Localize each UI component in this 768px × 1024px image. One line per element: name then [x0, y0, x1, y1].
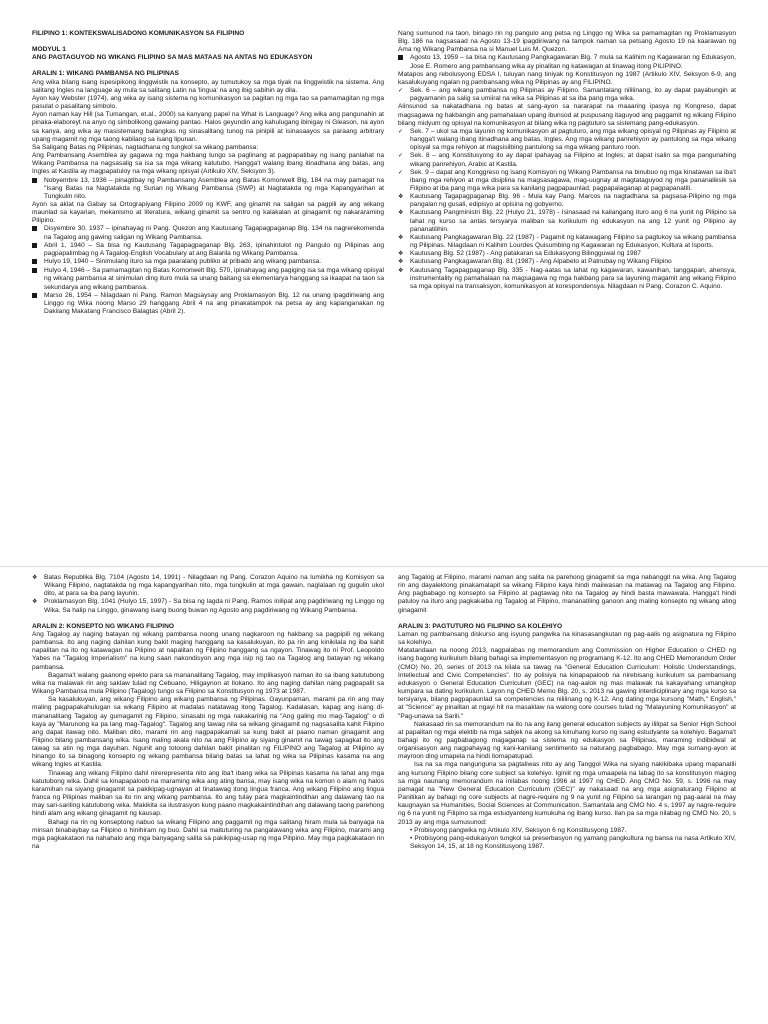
- list-item: [398, 87, 736, 103]
- list-item: [32, 292, 384, 316]
- checkmark-icon: ✓: [398, 153, 404, 160]
- list-item-text: Kautusang Blg. 52 (1987) - Ang patakaran sa Edukasyong Bilingguwal ng 1987: [410, 250, 641, 258]
- spacer: [32, 38, 384, 46]
- paragraph: Bahagi na rin ng konseptong nabuo sa wikang Filipino ang paggamit ng mga salitang hiram mula sa banyaga na minsan binabaybay sa Filipino o hinihiram ng buo. Dahil sa maituturing na pangalawang wika ang Filipino, marami ang mga pagkakataon na nahahalo ang mga banyagang salita sa pakikipag-usap ng mga Pilipino. May mga pagkakataon rin na: [32, 818, 384, 850]
- section-heading: ARALIN 1: WIKANG PAMBANSA NG PILIPINAS: [32, 70, 179, 78]
- list-item-text: Hulyo 19, 1940 – Sinimulang ituro sa mga paaralang publiko at pribado ang wikang pambansa.: [44, 258, 322, 266]
- list-item-text: Proklamasyon Blg. 1041 (Hulyo 15, 1997) - Sa bisa ng lagda ni Pang. Ramos inilipat ang pagdiriwang ng Linggo ng Wika. Sa halip na Linggo, ginawang isang buong buwan ng Agosto ang pagdiriwang ng Wikang Pambansa.: [44, 598, 384, 614]
- list-item-text: Kautusang Pangkagawaran Blg. 22 (1987) - Pagamit ng katawagang Filipino sa pagtukoy sa wikang pambansa ng Pilipinas. Nilagdaan ni Kalihim Lourdes Quisumbing ng Kagawaran ng Edukasyon, Kultura at Isports.: [410, 233, 736, 250]
- list-item-text: Marso 26, 1954 – Nilagdaan ni Pang. Ramon Magsaysay ang Proklamasyon Blg. 12 na unang ipagdiriwang ang Linggo ng Wika noong Marso 29 hanggang Abril 4 na ang pinakatampok na petsa ay ang kapanganakan ng Dakilang Makatang Francisco Balagtas (Abril 2).: [44, 291, 384, 315]
- diamond-bullet-icon: ❖: [32, 599, 38, 606]
- paragraph: ang Tagalog at Filipino, marami naman ang salita na parehong ginagamit sa mga nabanggit na wika. Ang Tagalog rin ang dayalektong pinakamalapit sa wikang Filipino kaya hindi maiiwasan na matawag na Tagalog ang Filipino. Ang pagbabago ng konsepto sa Filipino at pagtawag nito na Tagalog ay hindi basta mawawala. Hangga't hindi patuloy na ituro ang pagkakaiba ng Tagalog at Filipino, mananatiling ganoon ang maling konsepto ng wikang ating ginagamit: [398, 574, 736, 614]
- list-item: [398, 209, 736, 233]
- spacer: [32, 615, 384, 623]
- list-item: [398, 169, 736, 193]
- section-heading: MODYUL 1: [32, 46, 66, 54]
- spacer: [32, 62, 384, 70]
- paragraph: Ang Pambansang Asemblea ay gagawa ng mga hakbang tungo sa paglinang at pagpapatibay ng isang panlahat na Wikang Pambansa na nagsasalig sa isa sa mga wikang katutubo. Hangga't walang ibang itinadhana ang batas, ang Ingles at Kastila ay magpapatuloy na mga wikang opisyal (Artikulo XIV, Seksyon 3).: [32, 152, 384, 176]
- list-item-text: Hulyo 4, 1946 – Sa pamamagitan ng Batas Komonwelt Blg. 570, ipinahayag ang pagiging isa sa mga wikang opisyal ng wikang pambansa at sinimulan ding ituro mula sa unang baitang sa elementarya hanggang sa ikaapat na taon sa sekundarya ang wikang pambansa.: [44, 267, 384, 291]
- list-item-text: Kautusang Pangkagawaran Blg. 81 (1987) - Ang Alpabeto at Patnubay ng Wikang Filipino: [410, 258, 672, 266]
- list-item-text: Abril 1, 1940 – Sa bisa ng Kautusang Tagapagpaganap Blg. 263, ipinahintulot ng Pangulo ng Pilipinas ang pagpapalimbag ng A Tagalog-English Vocabulary at ang Balarila ng Wikang Pambansa.: [44, 241, 384, 257]
- list-item: [32, 267, 384, 291]
- list-item: [32, 242, 384, 258]
- spacer: [398, 615, 736, 623]
- list-item: • Probisyong pang-edukasyon tungkol sa preserbasyon ng yamang pangkultura ng bansa na nasa Artikulo XIV, Seksyon 14, 15, at 18 ng Konstitusyong 1987.: [410, 834, 736, 850]
- column-left-top: [32, 30, 384, 316]
- square-bullet-icon: [32, 225, 44, 234]
- diamond-bullet-icon: ❖: [398, 267, 404, 274]
- list-item: [32, 225, 384, 241]
- section-heading: ARALIN 2: KONSEPTO NG WIKANG FILIPINO: [32, 622, 175, 630]
- diamond-bullet-icon: ❖: [398, 259, 404, 266]
- square-bullet-icon: [32, 292, 44, 301]
- checkmark-icon: ✓: [398, 88, 404, 95]
- square-bullet-icon: [32, 258, 44, 267]
- list-item: [398, 152, 736, 168]
- square-bullet-icon: [32, 177, 44, 186]
- page-divider: [0, 566, 768, 567]
- list-item-text: Kautusang Tagapagpaganap Blg. 96 - Mula kay Pang. Marcos na nagtadhana sa pagsasa-Pilipino ng mga pangalan ng gusali, edipisyo at opisina ng gobyerno.: [410, 193, 736, 209]
- section-heading: FILIPINO 1: KONTEKSWALISADONG KOMUNIKASYON SA FILIPINO: [32, 30, 245, 37]
- list-item-text: Batas Republika Blg. 7104 (Agosto 14, 1991) - Nilagdaan ng Pang. Corazon Aquino na lumikha ng Komisyon sa Wikang Filipino, nagtatakda ng mga kapangyarihan nito, mga tungkulin at mga gawain, naglalaan ng gugulin ukol dito, at para sa iba pang layunin.: [44, 574, 384, 598]
- paragraph: Sa kasalukuyan, ang wikang Filipino ang wikang pambansa ng Pilipinas. Gayunpaman, marami pa rin ang may maling pagpapakahulugan sa wikang Filipino at madalas natatawag itong Tagalog. Kadalasan, kapag ang isang di-mananalitang Tagalog ay gumagamit ng Filipino, sinasabi ng mga nakakarinig na "Ang galing mo mag-Tagalog" o di kaya ay "Marunong ka pa lang mag-Tagalog". Tagalog ang tawag nila sa wikang ginagamit ng nagsasalita kahit Filipino ang dapat itawag nito. Maliban dito, marami rin ang nagpapakamali sa kung bakit at paano naman ginagamit ang Filipino bilang pambansang wika. Isang maling akala nito na ang Filipino ay siyang ginamit na tawag sapagkat ito ang tawag sa atin ng mga dayuhan. Ngunit ang totoong dahilan bakit pinalitan ng FILIPINO ang Tagalog at Pilipino ay hinango ito sa binagong konsepto ng wikang pambansa bilang batas sa lahat ng wika sa Pilipinas kasama na ang wikang Ingles at Kastila.: [32, 696, 384, 769]
- list-item: [32, 258, 384, 267]
- paragraph: Nakasaad rin sa memorandum na ito na ang ilang general education subjects ay ililipat sa Senior High School at papalitan ng mga elektib na mga sabjek na akong sa kinuhang kurso ng isang estudyante sa kolehiyo. Bagama't bahagi ito ng pagbabagong magaganap sa sistema ng edukasyon sa Pilipinas, maraming indibidwal at organisasyon ang nagpahayag ng kani-kanilang sentimento sa naturang pagbabago. May mga sumang-ayon at mayroon ding umapela na hindi itomapatupad.: [398, 720, 736, 761]
- paragraph: Nang sumunod na taon, binago rin ng pangulo ang petsa ng Linggo ng Wika sa pamamagitan ng Proklamasyon Blg. 186 na nagsasaad na Agosto 13-19 ipagdiriwang na tampok naman sa petsang Agosto 19 na kaarawan ng Ama ng Wikang Pambansa na si Manuel Luis M. Quezon.: [398, 30, 736, 54]
- square-bullet-icon: [32, 267, 44, 276]
- list-item-text: Kautusang Tagapagpaganap Blg. 335 - Nag-aatas sa lahat ng kagawaran, kawanihan, tanggapan, ahensya, instrumentality ng pamahalaan na magsagawa ng mga hakbang para sa layuning magamit ang wikang Filipino sa mga opisyal na transaksyon, komunikasyon at korespondensya. Nilagdaan ni Pang. Corazon C. Aquino.: [410, 266, 736, 290]
- list-item: [398, 234, 736, 250]
- paragraph: Ayon naman kay Hill (sa Tumangan, et.al., 2000) sa kanyang papel na What is Language? Ang wika ang pangunahin at pinaka-elaboreyt na anyo ng simbolikong gawaing pantao. Halos geyundin ang kahulugang ibinigay ni Gleason, na ayon sa kanya, ang wika ay masistemang balangkas ng sinasalitang tunog na pinipili at isinasaayos sa paraang arbitrary upang magamit ng mga taong kabilang sa isang lipunan.: [32, 111, 384, 143]
- square-bullet-icon: [32, 242, 44, 251]
- section-heading: ANG PAGTAGUYOD NG WIKANG FILIPINO SA MAS MATAAS NA ANTAS NG EDUKASYON: [32, 54, 313, 62]
- paragraph: Matapos ang rebolusyong EDSA I, tuluyan nang tiniyak ng Konstitusyon ng 1987 (Artikulo XIV, Seksyon 6-9, ang kasalukuyang ngalan ng pambansang wika ng Pilipinas ay ang FILIPINO.: [398, 70, 736, 86]
- list-item-text: Agosto 13, 1959 – sa bisa ng Kautusang Pangkagawaran Blg. 7 mula sa Kalihim ng Kagawaran ng Edukasyon, Jose E. Romero ang pambansang wika ay pinalitan ng katawagan at tinawag itong PILIPINO.: [410, 54, 736, 70]
- list-item: [32, 574, 384, 598]
- list-item-text: Disyembre 30, 1937 – ipinahayag ni Pang. Quezon ang Kautusang Tagapagpaganap Blg. 134 na nagrerekomenda na Tagalog ang gawing saligan ng Wikang Pambansa.: [44, 225, 384, 241]
- list-item: [398, 258, 736, 266]
- paragraph: Tinawag ang wikang Filipino dahil nirerepresenta nito ang iba't ibang wika sa Pilipinas kasama na lahat ang mga katutubong wika. Dahil sa kinapapaloob na maraming wika ang ating bansa, may isang wika na komon o alam ng halos karamihan na siyang ginagamit sa pakikipag-ugnayan at tinatawag itong lingua franca. Ang wikang Filipino ang lingua franca ng Pilipinas maliban sa ito rin ang wikang pambansa. Ito ang tulay para magkaintindihan ang dalawang tao na may sari-sariling katutubong wika. Makikita sa ilustrasyon kung paano magkakaintindihan ang dalawang taong parehong hindi alam ang wikang ginagamit ng kausap.: [32, 769, 384, 818]
- diamond-bullet-icon: ❖: [398, 210, 404, 217]
- list-item-text: Nobyembre 13, 1936 – pinagtibay ng Pambansang Asemblea ang Batas Komonwelt Blg. 184 na may pamagat na "Isang Batas na Nagtatakda ng Surian ng Wikang Pambansa (SWP) at Nagtatakda ng mga Kapangyarihan at Tungkulin nito.: [44, 176, 384, 200]
- paragraph: Laman ng pambansang diskurso ang isyung pangwika na kinasasangkutan ng pag-aalis ng asignatura ng Filipino sa kolehiyo.: [398, 630, 736, 647]
- paragraph: Ayon kay Webster (1974), ang wika ay isang sistema ng komunikasyon sa pagitan ng mga tao sa pamamagitan ng mga pasulat o pasalitang simbolo.: [32, 94, 384, 111]
- diamond-bullet-icon: ❖: [32, 575, 38, 581]
- paragraph: Ayon sa aklat na Gabay sa Ortograpiyang Filipino 2009 ng KWF, ang ginamit na saligan sa pagpili ay ang wikang maunlad sa kayarian, mekanismo at literatura, wikang ginamit sa sentro ng kalakalan at ginagamit ng nakararaming Pilipino.: [32, 200, 384, 225]
- list-item: • Probisyong pangwika ng Artikulo XIV, Seksyon 6 ng Konstitusyong 1987.: [410, 826, 627, 834]
- column-right-top: [398, 30, 736, 291]
- list-item: [398, 267, 736, 291]
- list-item: [398, 193, 736, 209]
- checkmark-icon: ✓: [398, 169, 404, 176]
- diamond-bullet-icon: ❖: [398, 234, 404, 241]
- list-item: [398, 128, 736, 152]
- paragraph: Bagama't walang gaanong epekto para sa mananalitang Tagalog, may implikasyon naman ito sa ibang katutubong wika na malawak rin ang saklaw tulad ng Cebuano, Hiligaynon at Ilokano. Ito ang naging dahilan nang pagpapalit sa Wikang Pambansa mula Pilipino (Tagalog) tungo sa Filipino sa Konstitusyon ng 1973 at 1987.: [32, 671, 384, 696]
- list-item: [398, 54, 736, 70]
- list-item: [32, 598, 384, 614]
- list-item-text: Sek. 6 – ang wikang pambansa ng Pilipinas ay Filipino. Samantalang nililinang, ito ay dapat payabungin at pagyamanin pa salig sa umiiral na wika sa Pilipinas at sa iba pang mga wika.: [410, 87, 736, 103]
- list-item-text: Sek. 7 – ukol sa mga layunin ng komunikasyon at pagtuturo, ang mga wikang opisyal ng Pilipinas ay Filipino at hangga't walang ibang itinadhana ang batas, Ingles. Ang mga wikang panrehiyon ay pantulong sa mga wikang opisyal sa mga rehiyon at magsisilbing pantulong sa mga wikang panturo roon.: [410, 127, 736, 152]
- paragraph: Sa Saligang Batas ng Pilipinas, nagtadhana ng tungkol sa wikang pambansa:: [32, 143, 259, 151]
- checkmark-icon: ✓: [398, 128, 404, 135]
- list-item: [32, 177, 384, 201]
- column-left-bottom: [32, 574, 384, 851]
- square-bullet-icon: [398, 54, 410, 63]
- list-item-text: Sek. 8 – ang Konstitusyong ito ay dapat ipahayag sa Filipino at Ingles; at dapat isalin sa mga pangunahing wikang panrehiyon, Arabic at Kastila.: [410, 152, 736, 168]
- diamond-bullet-icon: ❖: [398, 251, 404, 258]
- paragraph: Isa na sa mga nangunguna sa pagtaliwas nito ay ang Tanggol Wika na siyang nakikibaka upang mapanatili ang kursong Filipino bilang core subject sa kolehiyo. Iginiit ng mga umaapela na labag ito sa konstitusyon maging sa mga naunang memorandum na inilabas noong 1996 at 1997 ng CHED. Ang CMO No. 59, s. 1996 na may pamagat na "New General Education Curriculum (GEC)" ay nakasaad na ang mga asignaturang Filipino at Panitikan ay bahagi ng core subjects at nagre-require ng 9 na yunit ng Filipino sa larangan ng pag-aaral na may kaugnayan sa Humanities, Social Sciences at Communication. Samantala ang CMO No. 4 s, 1997 ay nagre-require ng 6 na yunit ng Filipino sa mga estudyanteng kumukuha ng ibang kurso. Ilan pa sa mga nilabag ng CMO No. 20, s 2013 ay ang mga sumusunod:: [398, 761, 736, 826]
- list-item-text: Kautusang Pangministri Blg. 22 (Hulyo 21, 1978) - Isinasaad na kailangang ituro ang 6 na yunit ng Pilipino sa lahat ng kurso sa antas tersyarya maliban sa kurikulum ng edukasyon na ang 12 yunit ng Pilipino ay pananatilihin.: [410, 209, 736, 233]
- list-item: [398, 250, 736, 258]
- paragraph: Matatandaan na noong 2013, nagpalabas ng memorandum ang Commission on Higher Education o CHED ng isang bagong kurikulum bilang bahagi sa implementasyon ng programang K-12. Ito ang CHED Memorandum Order (CMO) No. 20, series of 2013 na kilala sa tawag na "General Education Curriculum: Holistic Understandings, Intellectual and Civic Competencies". Ito ay polisiya na kinapapaloob na nirebisang kurikulum sa pambansang edukasyon o General Education Curriculum (GEC) na nag-aalok ng mas malawak na kakayahang umangkop kumpara sa dating kurikulum. Layon ng CHED Memo Blg. 20, s. 2013 na gawing interdiciplinary ang mga kurso sa tersiyarya, bilang pagpapaunlad sa competencies na nililinang ng K-12. Ang dating mga kursong "Math," English," at "Science" ay pinalitan at ngayi hit na masaklaw na walong core courses tulad ng "Malayuning Komunikasyon" at "Pag-unawa sa Sarili.": [398, 647, 736, 720]
- diamond-bullet-icon: ❖: [398, 194, 404, 201]
- list-item-text: Sek. 9 – dapat ang Konggreso ng isang Komisyon ng Wikang Pambansa na binubuo ng mga kinatawan sa iba't ibang mga rehiyon at mga disiplina na magsasagawa, mag-uugnay at magtataguyod ng mga pananaliksik sa Filipino at iba pang mga wika para sa kanilang pagpapaunlad, pagpapalaganap at pagpapanatili.: [410, 168, 736, 192]
- paragraph: Alinsunod sa nakatadhana ng batas at sang-ayon sa nararapat na maaaring ipasya ng Kongreso, dapat magsagawa ng hakbangin ang pamahalaan upang ibunsod at puspusang itaguyod ang paggamit ng wikang Filipino bilang midyum ng opisyal na komunikasyon at bilang wika ng pagtuturo sa sistemang pang-edukasyon.: [398, 103, 736, 127]
- paragraph: Ang Tagalog ay naging batayan ng wikang pambansa noong unang nagkaroon ng hakbang sa pagpipili ng wikang pambansa. Ito ang naging dahilan kung bakit maging hanggang sa kasalukuyan, ito pa rin ang kinikilala ng iba kahit napalitan na ito ng katawagan na Pilipino at napalitan ng Filipino hanggang sa ngayon. Tinawag ito ni Prof. Leopoldo Yabes na "Tagalog Imperialism" na kung saan nakondisyon ang mga isip ng tao na Tagalog ang batayan ng wikang pambansa.: [32, 630, 384, 671]
- column-right-bottom: [398, 574, 736, 851]
- paragraph: Ang wika bilang isang ispesipikong linggwistik na konsepto, ay tumutukoy sa mga tiyak na linggwistik na sistema. Ang salitang Ingles na language ay mula sa salitang Latin na 'lingua' na ang ibig sabihin ay dila.: [32, 78, 384, 94]
- section-heading: ARALIN 3: PAGTUTURO NG FILIPINO SA KOLEHIYO: [398, 622, 563, 630]
